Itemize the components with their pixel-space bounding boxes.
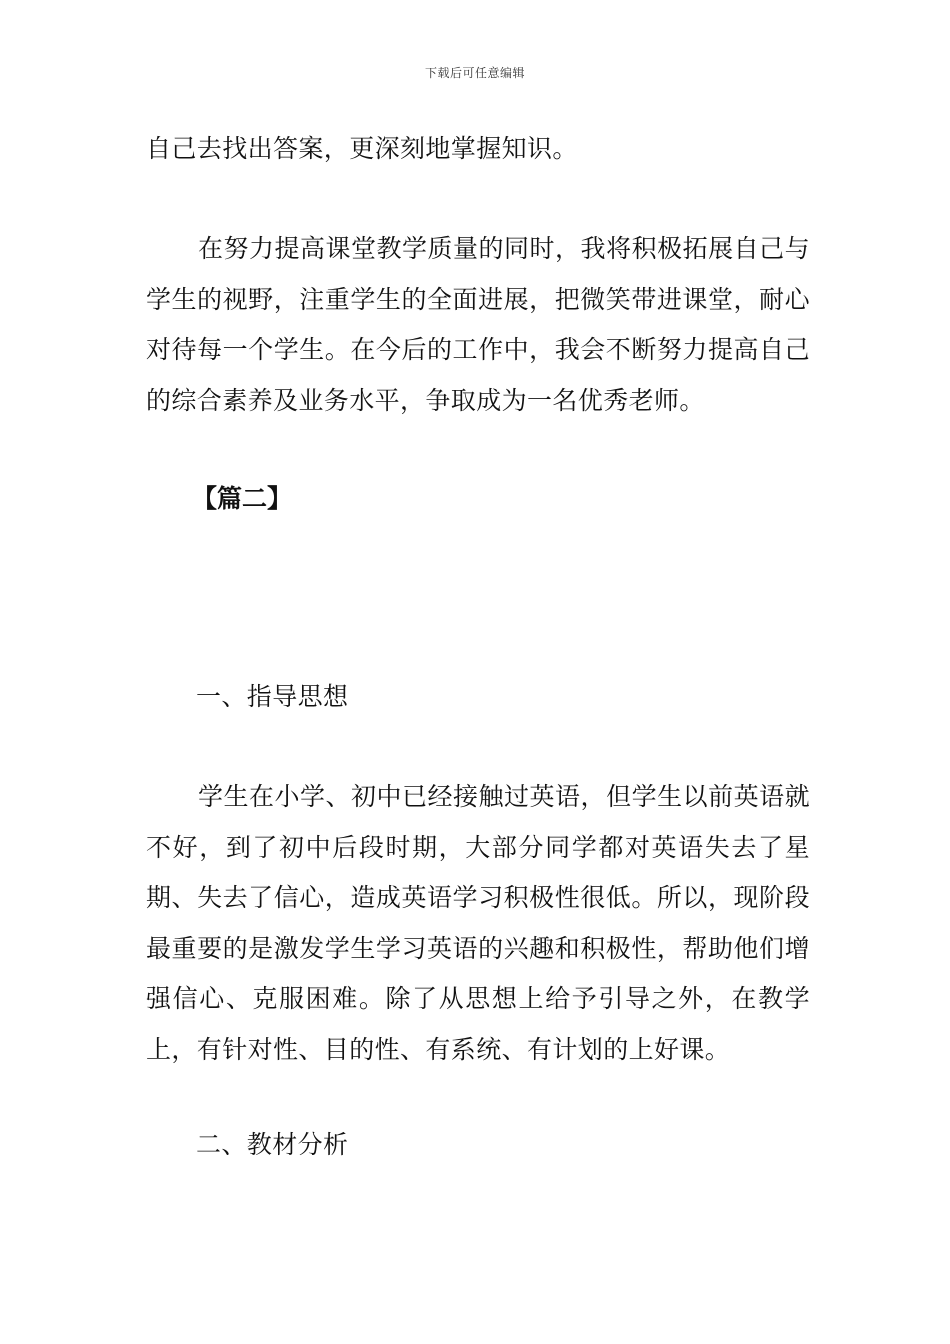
paragraph-teaching-quality: 在努力提高课堂教学质量的同时，我将积极拓展自己与学生的视野，注重学生的全面进展，把微笑带进课堂，耐心对待每一个学生。在今后的工作中，我会不断努力提高自己的综合素养及业务水平，争取成为一名优秀老师。 xyxy=(146,234,810,415)
paragraph-continuation: 自己去找出答案，更深刻地掌握知识。 xyxy=(146,134,578,163)
page-header-note: 下载后可任意编辑 xyxy=(424,66,525,80)
heading-guiding-ideology: 一、指导思想 xyxy=(196,682,349,711)
section-title-part-two: 【篇二】 xyxy=(192,484,293,513)
paragraph-guiding-ideology: 学生在小学、初中已经接触过英语，但学生以前英语就不好，到了初中后段时期，大部分同学都对英语失去了星期、失去了信心，造成英语学习积极性很低。所以，现阶段最重要的是激发学生学习英语的兴趣和积极性，帮助他们增强信心、克服困难。除了从思想上给予引导之外，在教学上，有针对性、目的性、有系统、有计划的上好课。 xyxy=(146,782,810,1064)
heading-textbook-analysis: 二、教材分析 xyxy=(196,1130,349,1159)
